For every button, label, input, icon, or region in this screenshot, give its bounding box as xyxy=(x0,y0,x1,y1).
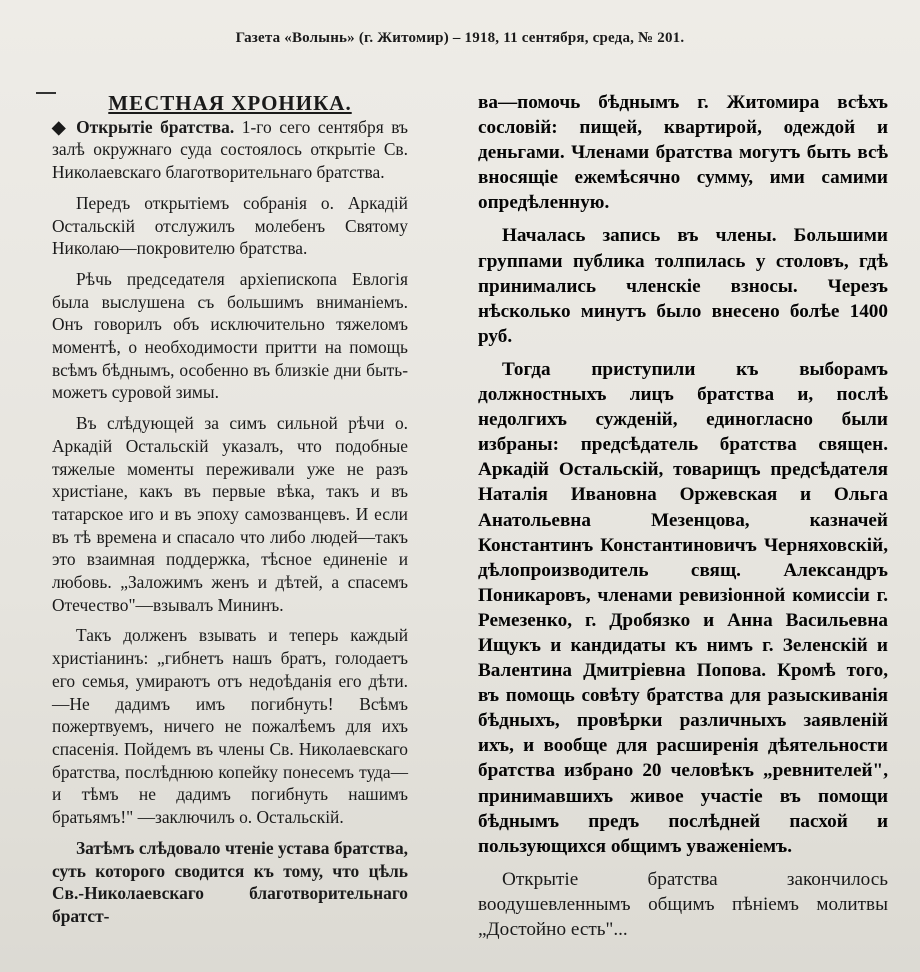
paragraph-speech-ostalsky: Въ слѣдующей за симъ сильной рѣчи о. Аркадій Остальскій указалъ, что подобные тяжелые моменты переживали уже не разъ христіане, какъ въ первые вѣка, такъ и въ татарское иго и въ эпоху самозванцевъ. И если въ тѣ времена и спасало что либо людей—такъ это взаимная поддержка, тѣсное единеніе и любовь. „Заложимъ женъ и дѣтей, а спасемъ Отечество"—взывалъ Мининъ. xyxy=(52,413,408,615)
paragraph-elections: Тогда приступили къ выборамъ должностныхъ лицъ братства и, послѣ недолгихъ сужденій, единогласно были избраны: предсѣдатель братства священ. Аркадій Остальскій, товарищъ предсѣдателя Наталія Ивановна Оржевская и Ольга Анатольевна Мезенцова, казначей Константинъ Константиновичъ Черняховскій, дѣлопроизводитель свящ. Александръ Поникаровъ, членами ревизіонной комиссіи г. Ремезенко, г. Дробязко и Анна Васильевна Ищукъ и кандидаты къ нимъ г. Зеленскій и Валентина Дмитріевна Попова. Кромѣ того, въ помощь совѣту братства для разыскиванія бѣдныхъ, провѣрки различныхъ заявленій ихъ, и вообще для расширенія дѣятельности братства избрано 20 человѣкъ „ревнителей", принимавшихъ живое участіе въ помощи бѣднымъ предъ послѣдней пасхой и пользующихся общимъ уваженіемъ. xyxy=(478,358,888,857)
section-title: МЕСТНАЯ ХРОНИКА. xyxy=(108,91,352,115)
paragraph-enrollment: Началась запись въ члены. Большими группами публика толпилась у столовъ, гдѣ принимались членскіе взносы. Черезъ нѣсколько минутъ было внесено болѣе 1400 руб. xyxy=(478,225,888,347)
paragraph-charter: Затѣмъ слѣдовало чтеніе устава братства, суть которого сводится къ тому, что цѣль Св.-Николаевскаго благотворительнаго братст- xyxy=(52,837,408,926)
paragraph-moleben: Передъ открытіемъ собранія о. Аркадій Остальскій отслужилъ молебенъ Святому Николаю—покровителю братства. xyxy=(52,192,408,259)
right-column xyxy=(478,90,888,950)
paragraph-opening xyxy=(52,116,408,184)
bullet-marker-icon: ◆ xyxy=(52,116,69,137)
left-column xyxy=(52,90,408,936)
paragraph-closing: Открытіе братства закончилось воодушевленнымъ общимъ пѣніемъ молитвы „Достойно есть"... xyxy=(478,868,888,940)
paragraph-speech-evlogiy: Рѣчь председателя архіепископа Евлогія была выслушена съ большимъ вниманіемъ. Онъ говорилъ объ исключительно тяжеломъ моментѣ, о необходимости притти на помощь всѣмъ бѣднымъ, особенно въ близкіе дни быть-можетъ суровой зимы. xyxy=(52,268,408,403)
article-lead-body: 1-го сего сентября въ залѣ окружнаго суда состоялось открытіе Св. Николаевскаго благотворительнаго братства. xyxy=(52,116,409,183)
paragraph-appeal: Такъ долженъ взывать и теперь каждый христіанинъ: „гибнетъ нашъ братъ, голодаетъ его семья, умираютъ отъ недоѣданія его дѣти.—Не дадимъ имъ погибнуть! Всѣмъ пожертвуемъ, ничего не пожалѣемъ для ихъ спасенія. Пойдемъ въ члены Св. Николаевскаго братства, послѣднюю копейку понесемъ туда—и тѣмъ не дадимъ погибнуть нашимъ братьямъ!" —заключилъ о. Остальскій. xyxy=(52,625,408,828)
masthead: Газета «Волынь» (г. Житомир) – 1918, 11 сентября, среда, № 201. xyxy=(235,30,685,46)
paragraph-purpose: ва—помочь бѣднымъ г. Житомира всѣхъ сословій: пищей, квартирой, одеждой и деньгами. Членами братства могутъ быть всѣ вносящіе ежемѣсячно сумму, ими самими опредѣленную. xyxy=(478,92,888,214)
article-lead: Открытіе братства. xyxy=(76,116,235,137)
